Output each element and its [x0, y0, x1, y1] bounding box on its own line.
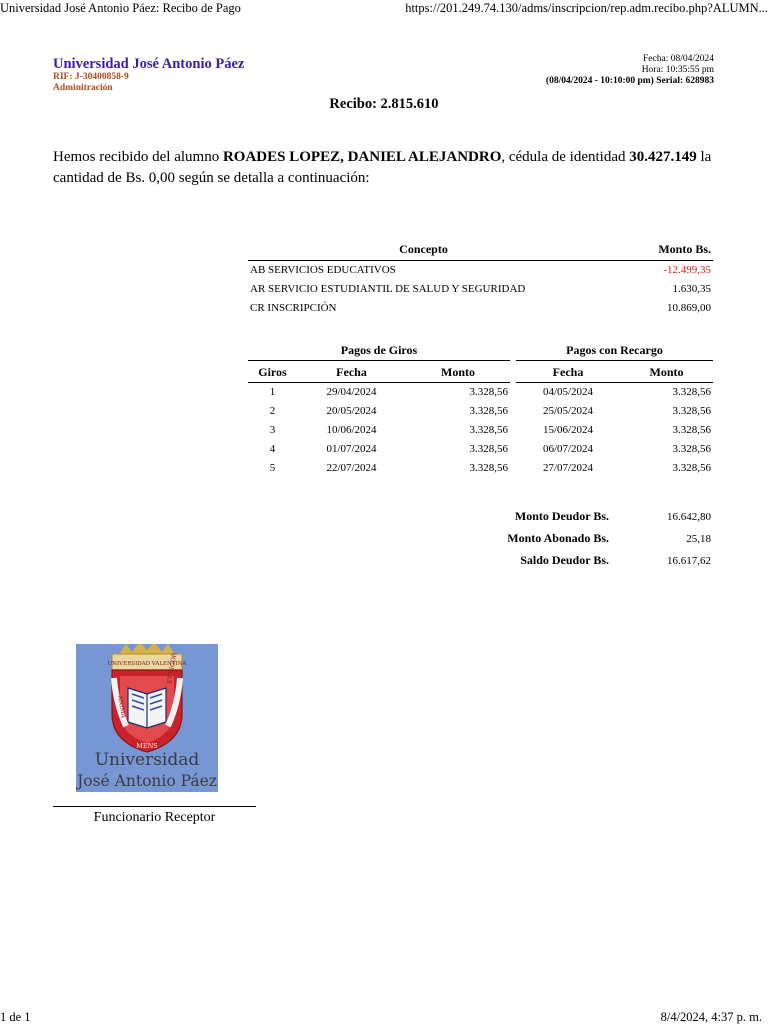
print-page-title: Universidad José Antonio Páez: Recibo de Pago [0, 1, 241, 15]
recargo-date: 06/07/2024 [542, 443, 594, 455]
svg-text:José Antonio Páez: José Antonio Páez [77, 772, 217, 790]
concept-cell: AR SERVICIO ESTUDIANTIL DE SALUD Y SEGURIDAD [250, 283, 526, 295]
total-debt-label: Monto Deudor Bs. [514, 509, 609, 523]
totals-table [468, 506, 713, 572]
print-page-number: 1 de 1 [0, 1010, 31, 1024]
recargo-date-header: Fecha [516, 361, 620, 383]
institution-name: Universidad José Antonio Páez [53, 56, 245, 72]
table-row [248, 280, 713, 299]
student-name: ROADES LOPEZ, DANIEL ALEJANDRO [222, 149, 502, 165]
total-row [468, 550, 713, 572]
signature-label: Funcionario Receptor [93, 810, 216, 825]
recargo-amount: 3.328,56 [672, 405, 711, 417]
giro-date: 10/06/2024 [326, 424, 377, 436]
institution-rif: RIF: J-30400858-9 [53, 72, 129, 82]
giro-number: 4 [269, 443, 276, 455]
amount-cell: 1.630,35 [672, 283, 711, 295]
giro-amount: 3.328,56 [469, 405, 508, 417]
giro-amount: 3.328,56 [469, 386, 508, 398]
giro-date: 20/05/2024 [326, 405, 377, 417]
total-row [468, 528, 713, 550]
recargo-group-header: Pagos con Recargo [516, 342, 713, 361]
amount-cell: 10.869,00 [667, 302, 711, 314]
giro-date: 01/07/2024 [326, 443, 377, 455]
svg-text:ET VIGOR: ET VIGOR [166, 652, 179, 685]
giros-num-header: Giros [248, 361, 297, 383]
recargo-amount: 3.328,56 [672, 386, 711, 398]
intro-paragraph [53, 147, 723, 189]
intro-text-3: la cantidad de Bs. 0,00 según se detalla a continuación: [53, 149, 712, 186]
recargo-amount: 3.328,56 [672, 443, 711, 455]
table-row [248, 383, 713, 403]
receipt-meta [546, 54, 714, 87]
concept-header: Concepto [248, 240, 599, 261]
giros-date-header: Fecha [297, 361, 406, 383]
meta-date: Fecha: 08/04/2024 [643, 54, 714, 64]
giro-amount: 3.328,56 [469, 443, 508, 455]
svg-text:MENS: MENS [136, 742, 158, 750]
balance-value: 16.617,62 [667, 554, 711, 567]
giro-number: 3 [269, 424, 276, 436]
giros-amount-header: Monto [406, 361, 510, 383]
giro-amount: 3.328,56 [469, 424, 508, 436]
concepts-table [248, 240, 713, 318]
print-timestamp: 8/4/2024, 4:37 p. m. [660, 1010, 762, 1024]
table-row [248, 421, 713, 440]
university-crest-icon [76, 644, 218, 792]
university-logo [76, 644, 218, 792]
recargo-date: 27/07/2024 [542, 462, 594, 474]
svg-text:UNIVERSIDAD VALENTINA: UNIVERSIDAD VALENTINA [107, 661, 187, 667]
amount-header: Monto Bs. [599, 240, 713, 261]
table-row [248, 459, 713, 478]
table-row [248, 261, 713, 281]
student-id: 30.427.149 [629, 149, 697, 165]
intro-text-1: Hemos recibido del alumno [53, 149, 223, 165]
recargo-amount: 3.328,56 [672, 462, 711, 474]
amount-cell: -12.499,35 [663, 264, 711, 276]
concept-cell: CR INSCRIPCIÓN [250, 302, 337, 314]
recargo-amount-header: Monto [620, 361, 713, 383]
giros-group-header: Pagos de Giros [248, 342, 510, 361]
signature-line [53, 806, 256, 807]
recargo-date: 25/05/2024 [542, 405, 594, 417]
recargo-amount: 3.328,56 [672, 424, 711, 436]
table-row [248, 299, 713, 318]
meta-serial: (08/04/2024 - 10:10:00 pm) Serial: 628983 [545, 76, 714, 86]
intro-text-2: , cédula de identidad [501, 149, 630, 165]
balance-label: Saldo Deudor Bs. [520, 553, 609, 567]
total-row [468, 506, 713, 528]
concept-cell: AB SERVICIOS EDUCATIVOS [250, 264, 396, 276]
giro-number: 5 [269, 462, 276, 474]
giro-amount: 3.328,56 [469, 462, 508, 474]
total-paid-label: Monto Abonado Bs. [507, 531, 609, 545]
receipt-title: Recibo: 2.815.610 [329, 96, 439, 112]
institution-department: Adminitración [53, 83, 113, 93]
table-row [248, 440, 713, 459]
giro-number: 2 [269, 405, 276, 417]
meta-time: Hora: 10:35:55 pm [641, 65, 714, 75]
total-debt-value: 16.642,80 [667, 510, 711, 523]
total-paid-value: 25,18 [686, 532, 711, 545]
table-row [248, 402, 713, 421]
giro-date: 29/04/2024 [326, 386, 377, 398]
svg-text:Universidad: Universidad [94, 750, 200, 770]
recargo-date: 15/06/2024 [542, 424, 594, 436]
installments-table [248, 342, 713, 478]
giro-date: 22/07/2024 [326, 462, 377, 474]
recargo-date: 04/05/2024 [542, 386, 594, 398]
print-page-url: https://201.249.74.130/adms/inscripcion/rep.adm.recibo.php?ALUMN... [405, 1, 768, 15]
svg-text:ANIMA: ANIMA [116, 695, 127, 719]
giro-number: 1 [269, 386, 276, 398]
